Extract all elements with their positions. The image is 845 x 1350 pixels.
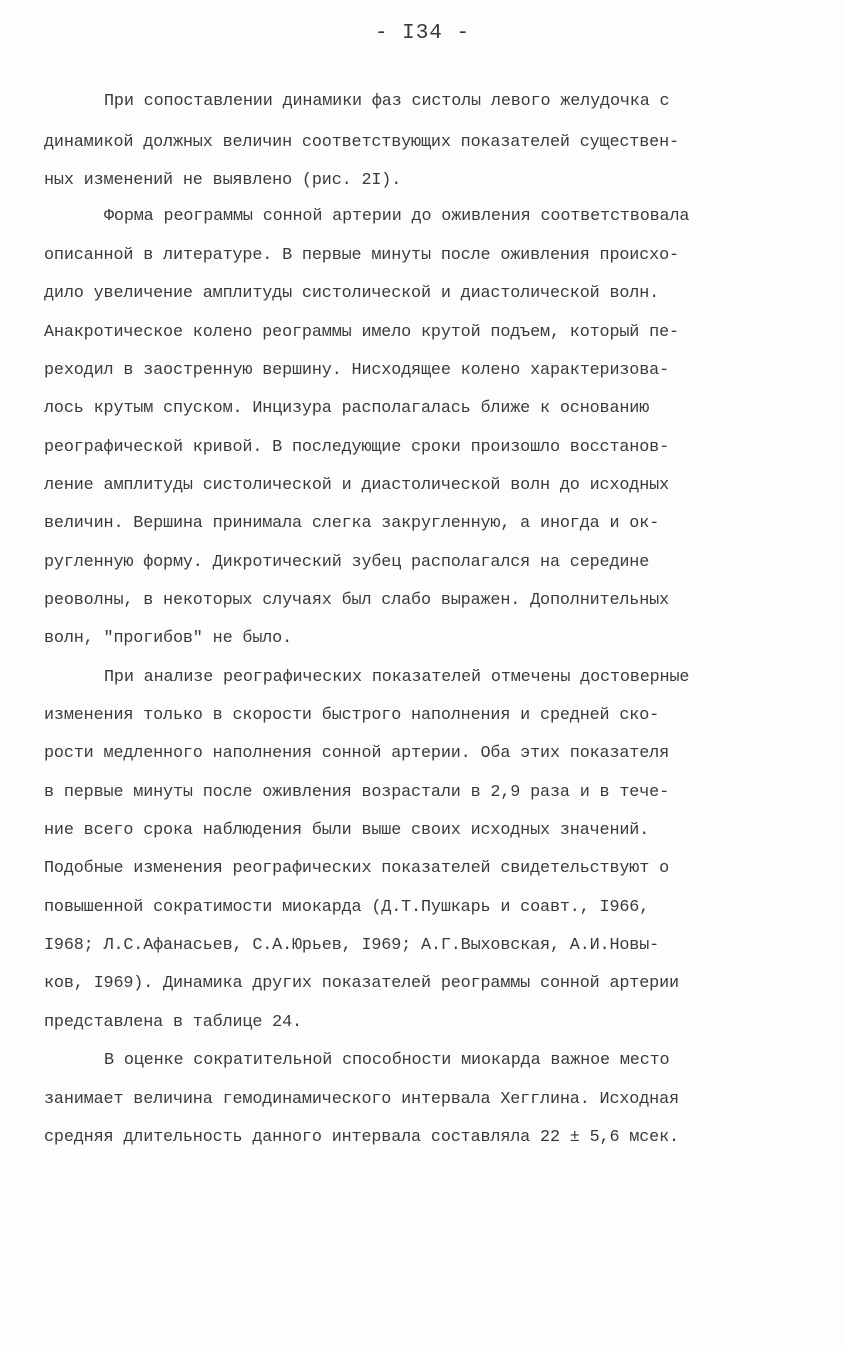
text-line: волн, "прогибов" не было. — [44, 629, 293, 648]
text-line: Форма реограммы сонной артерии до оживления соответствовала — [104, 207, 690, 226]
text-line: ние всего срока наблюдения были выше своих исходных значений. — [44, 821, 650, 840]
text-line: При сопоставлении динамики фаз систолы левого желудочка с — [104, 92, 670, 111]
text-line: представлена в таблице 24. — [44, 1013, 302, 1032]
text-line: В оценке сократительной способности миокарда важное место — [104, 1051, 670, 1070]
text-line: Анакротическое колено реограммы имело крутой подъем, который пе- — [44, 323, 679, 342]
text-line: дило увеличение амплитуды систолической и диастолической волн. — [44, 284, 660, 303]
text-line: занимает величина гемодинамического интервала Хегглина. Исходная — [44, 1090, 679, 1109]
text-line: I968; Л.С.Афанасьев, С.А.Юрьев, I969; А.Г.Выховская, А.И.Новы- — [44, 936, 660, 955]
text-line: рости медленного наполнения сонной артерии. Оба этих показателя — [44, 744, 669, 763]
text-line: ных изменений не выявлено (рис. 2I). — [44, 171, 402, 190]
text-line: реографической кривой. В последующие сроки произошло восстанов- — [44, 438, 669, 457]
text-line: в первые минуты после оживления возрастали в 2,9 раза и в тече- — [44, 783, 669, 802]
text-line: реходил в заостренную вершину. Нисходящее колено характеризова- — [44, 361, 669, 380]
text-line: реоволны, в некоторых случаях был слабо выражен. Дополнительных — [44, 591, 669, 610]
text-line: ругленную форму. Дикротический зубец располагался на середине — [44, 553, 650, 572]
page-number: - I34 - — [374, 22, 471, 45]
text-line: ков, I969). Динамика других показателей реограммы сонной артерии — [44, 974, 679, 993]
text-line: описанной в литературе. В первые минуты после оживления происхо- — [44, 246, 679, 265]
text-line: величин. Вершина принимала слегка закругленную, а иногда и ок- — [44, 514, 660, 533]
text-line: динамикой должных величин соответствующих показателей существен- — [44, 133, 679, 152]
text-line: изменения только в скорости быстрого наполнения и средней ско- — [44, 706, 660, 725]
text-line: ление амплитуды систолической и диастолической волн до исходных — [44, 476, 669, 495]
text-line: лось крутым спуском. Инцизура располагалась ближе к основанию — [44, 399, 650, 418]
text-line: средняя длительность данного интервала составляла 22 ± 5,6 мсек. — [44, 1128, 679, 1147]
text-line: При анализе реографических показателей отмечены достоверные — [104, 668, 690, 687]
text-line: Подобные изменения реографических показателей свидетельствуют о — [44, 859, 669, 878]
text-line: повышенной сократимости миокарда (Д.Т.Пушкарь и соавт., I966, — [44, 898, 650, 917]
